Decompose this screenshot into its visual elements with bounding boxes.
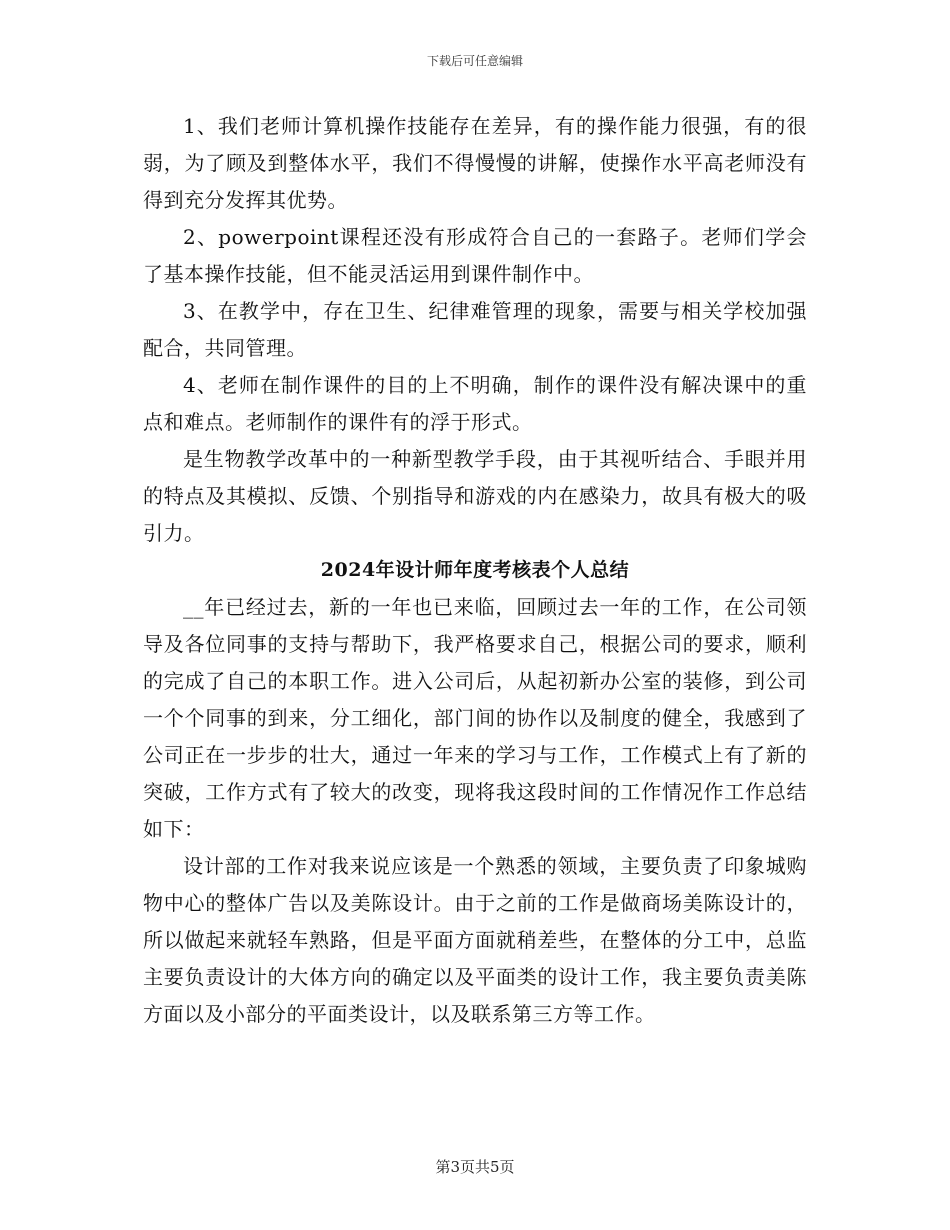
paragraph-summary-intro: __年已经过去，新的一年也已来临，回顾过去一年的工作，在公司领导及各位同事的支持与帮助下，我严格要求自己，根据公司的要求，顺利的完成了自己的本职工作。进入公司后，从起初新办公室的装修，到公司一个个同事的到来，分工细化，部门间的协作以及制度的健全，我感到了公司正在一步步的壮大，通过一年来的学习与工作，工作模式上有了新的突破，工作方式有了较大的改变，现将我这段时间的工作情况作工作总结如下： xyxy=(143,595,807,841)
paragraph-item-3: 3、在教学中，存在卫生、纪律难管理的现象，需要与相关学校加强配合，共同管理。 xyxy=(143,299,807,360)
paragraph-teaching-note: 是生物教学改革中的一种新型教学手段，由于其视听结合、手眼并用的特点及其模拟、反馈、个别指导和游戏的内在感染力，故具有极大的吸引力。 xyxy=(143,447,807,545)
page-indicator: 第3页共5页 xyxy=(435,1158,515,1176)
paragraph-item-1: 1、我们老师计算机操作技能存在差异，有的操作能力很强，有的很弱，为了顾及到整体水平，我们不得慢慢的讲解，使操作水平高老师没有得到充分发挥其优势。 xyxy=(143,114,807,212)
paragraph-item-4: 4、老师在制作课件的目的上不明确，制作的课件没有解决课中的重点和难点。老师制作的课件有的浮于形式。 xyxy=(143,373,807,434)
section-title: 2024年设计师年度考核表个人总结 xyxy=(320,559,630,581)
document-body xyxy=(143,108,807,1033)
paragraph-item-2: 2、powerpoint课程还没有形成符合自己的一套路子。老师们学会了基本操作技能，但不能灵活运用到课件制作中。 xyxy=(143,225,807,286)
paragraph-design-work: 设计部的工作对我来说应该是一个熟悉的领域，主要负责了印象城购物中心的整体广告以及美陈设计。由于之前的工作是做商场美陈设计的，所以做起来就轻车熟路，但是平面方面就稍差些，在整体的分工中，总监主要负责设计的大体方向的确定以及平面类的设计工作，我主要负责美陈方面以及小部分的平面类设计，以及联系第三方等工作。 xyxy=(143,854,807,1026)
header-note: 下载后可任意编辑 xyxy=(426,54,523,68)
